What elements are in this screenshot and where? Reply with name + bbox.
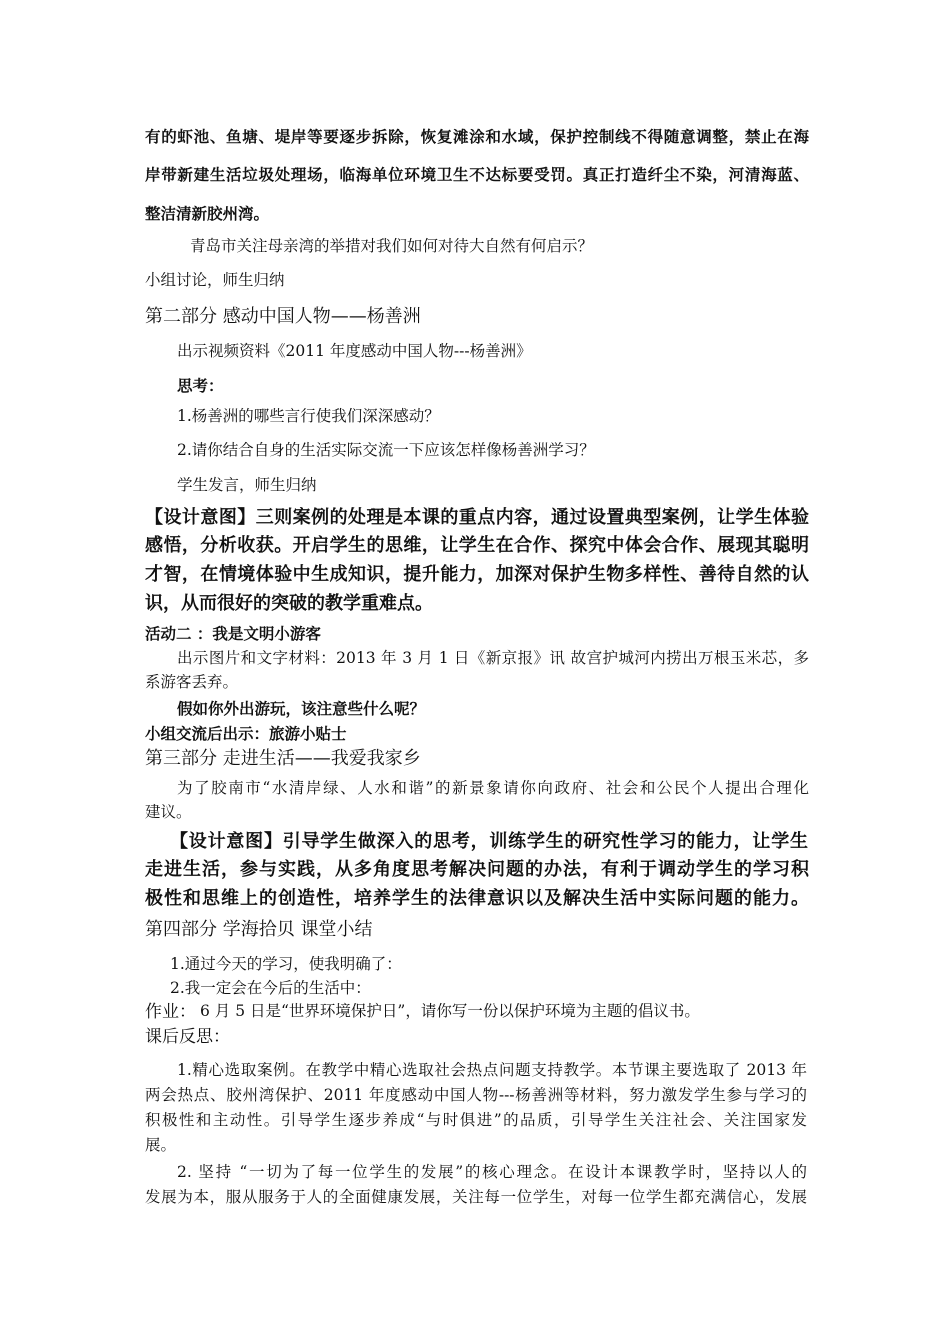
section-heading-part3: 第三部分 走进生活——我爱我家乡 [145, 748, 421, 769]
paragraph-line: 有的虾池、鱼塘、堤岸等要逐步拆除，恢复滩涂和水域，保护控制线不得随意调整，禁止在海 [145, 127, 809, 146]
design-intent-2-line: 极性和思维上的创造性，培养学生的法律意识以及解决生活中实际问题的能力。 [145, 888, 809, 909]
picture-material-line: 系游客丢弃。 [145, 673, 239, 691]
reflection-2-line: 发展为本，服从服务于人的全面健康发展，关注每一位学生，对每一位学生都充满信心，发展 [145, 1188, 807, 1206]
paragraph-line: 整洁清新胶州湾。 [145, 204, 270, 223]
reflection-1-line: 积极性和主动性。引导学生逐步养成“与时俱进”的品质，引导学生关注社会、关注国家发 [145, 1111, 807, 1129]
think-item-1: 1.杨善洲的哪些言行使我们深深感动？ [177, 407, 440, 425]
jiaonan-line: 为了胶南市“水清岸绿、人水和谐”的新景象请你向政府、社会和公民个人提出合理化 [177, 779, 809, 797]
design-intent-1-line: 感悟，分析收获。开启学生的思维，让学生在合作、探究中体会合作、展现其聪明 [145, 535, 809, 556]
reflection-1-line: 1.精心选取案例。在教学中精心选取社会热点问题支持教学。本节课主要选取了 2013 年 [177, 1061, 807, 1079]
video-line: 出示视频资料《2011 年度感动中国人物---杨善洲》 [177, 342, 532, 360]
section-heading-part4: 第四部分 学海拾贝 课堂小结 [145, 919, 373, 940]
travel-tips-line: 小组交流后出示：旅游小贴士 [145, 724, 347, 743]
design-intent-2-line: 【设计意图】引导学生做深入的思考，训练学生的研究性学习的能力，让学生 [170, 831, 808, 852]
think-label: 思考： [177, 376, 224, 395]
homework-label: 作业： [145, 1002, 196, 1022]
discussion-line: 小组讨论，师生归纳 [145, 271, 285, 289]
design-intent-1-line: 【设计意图】三则案例的处理是本课的重点内容，通过设置典型案例，让学生体验 [145, 507, 809, 528]
paragraph-line: 岸带新建生活垃圾处理场，临海单位环境卫生不达标要受罚。真正打造纤尘不染，河清海蓝、 [145, 165, 809, 184]
summary-item-2: 2.我一定会在今后的生活中： [170, 979, 371, 997]
design-intent-1-line: 才智，在情境体验中生成知识，提升能力，加深对保护生物多样性、善待自然的认 [145, 564, 809, 585]
think-item-2: 2.请你结合自身的生活实际交流一下应该怎样像杨善洲学习？ [177, 441, 595, 459]
homework-text: 6 月 5 日是“世界环境保护日”，请你写一份以保护环境为主题的倡议书。 [200, 1002, 700, 1020]
design-intent-2-line: 走进生活，参与实践，从多角度思考解决问题的办法，有利于调动学生的学习积 [145, 859, 809, 880]
section-heading-part2: 第二部分 感动中国人物——杨善洲 [145, 306, 421, 327]
reflection-2-line: 2. 坚持 “一切为了每一位学生的发展”的核心理念。在设计本课教学时，坚持以人的 [177, 1163, 807, 1181]
picture-material-line: 出示图片和文字材料：2013 年 3 月 1 日《新京报》讯 故宫护城河内捞出万根玉米芯，多 [177, 649, 809, 667]
speak-line: 学生发言，师生归纳 [177, 476, 317, 494]
question-line: 青岛市关注母亲湾的举措对我们如何对待大自然有何启示？ [190, 237, 594, 255]
activity-2-heading: 活动二 ：我是文明小游客 [145, 625, 321, 643]
reflection-1-line: 展。 [145, 1136, 177, 1154]
reflection-1-line: 两会热点、胶州湾保护、2011 年度感动中国人物---杨善洲等材料，努力激发学生参与学习的 [145, 1086, 807, 1104]
summary-item-1: 1.通过今天的学习，使我明确了： [170, 955, 402, 973]
design-intent-1-line: 识，从而很好的突破的教学重难点。 [145, 593, 433, 614]
question-travel: 假如你外出游玩，该注意些什么呢？ [177, 699, 426, 718]
jiaonan-line: 建议。 [145, 803, 192, 821]
reflection-heading: 课后反思： [145, 1027, 230, 1047]
